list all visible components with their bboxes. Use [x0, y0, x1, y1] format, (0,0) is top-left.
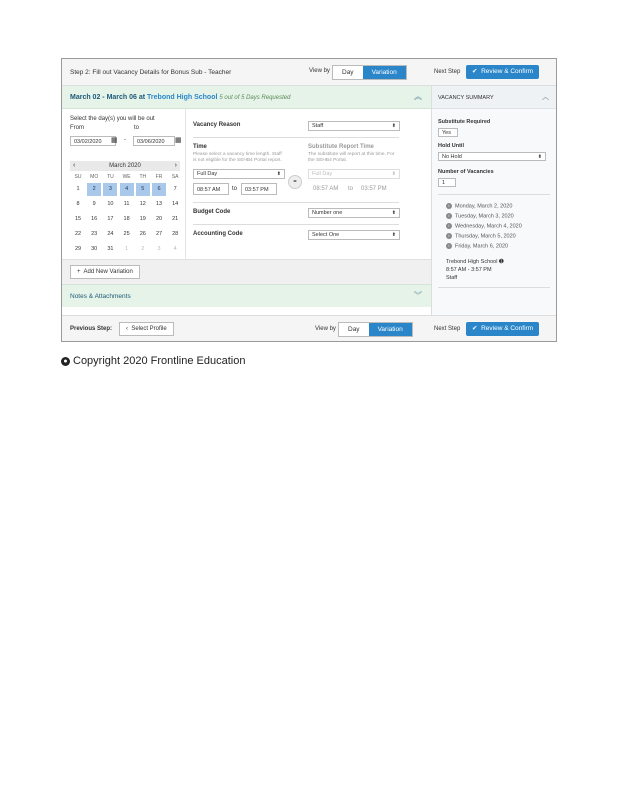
select-profile-button[interactable] [119, 322, 174, 336]
caret-icon: ⬍ [276, 171, 281, 177]
sub-to-word: to [348, 186, 354, 192]
calendar-day[interactable]: 2 [141, 246, 145, 252]
date-range-text: March 02 - March 06 at [70, 94, 146, 101]
calendar-day[interactable]: 13 [155, 201, 163, 207]
hold-until-select[interactable] [438, 152, 546, 161]
calendar-day[interactable]: 5 [136, 183, 150, 196]
view-variation-button[interactable]: Variation [369, 323, 412, 336]
caret-icon: ⬍ [391, 232, 396, 238]
summary-reason: Staff [446, 275, 458, 281]
collapse-up-icon[interactable]: ︽ [414, 92, 422, 101]
summary-day-text: Wednesday, March 4, 2020 [455, 223, 522, 230]
vacancy-reason-value: Staff [312, 123, 324, 129]
chevron-left-icon: ‹ [126, 326, 128, 332]
to-date-input[interactable]: 03/06/2020 [133, 136, 175, 146]
calendar-day[interactable]: 30 [91, 246, 98, 252]
calendar-day[interactable]: 4 [173, 246, 177, 252]
time-select[interactable] [193, 169, 285, 179]
chevron-right-icon[interactable]: › [174, 162, 177, 169]
day-of-week-header: WE [122, 174, 131, 180]
summary-day-text: Friday, March 6, 2020 [455, 243, 509, 250]
logo-icon: ● [61, 357, 70, 366]
vacancy-summary-panel [431, 86, 557, 315]
review-confirm-button[interactable] [466, 322, 539, 336]
summary-day-text: Thursday, March 5, 2020 [455, 233, 516, 240]
view-day-button[interactable]: Day [339, 323, 369, 336]
calendar-day[interactable]: 26 [139, 231, 146, 237]
calendar-day[interactable]: 21 [172, 216, 179, 222]
top-bar [62, 59, 556, 86]
chevron-left-icon[interactable]: ‹ [73, 162, 76, 169]
check-icon: ✔ [472, 325, 478, 332]
add-variation-label: Add New Variation [83, 269, 133, 275]
next-step-label: Next Step [434, 69, 461, 75]
sub-time-select[interactable] [308, 169, 400, 179]
calendar-day[interactable]: 23 [91, 231, 98, 237]
caret-icon: ⬍ [391, 123, 396, 129]
budget-code-label: Budget Code [193, 209, 231, 215]
calendar-day[interactable]: 12 [139, 201, 146, 207]
summary-day [446, 243, 508, 249]
calendar-day[interactable]: 14 [172, 201, 179, 207]
copyright-text: Copyright 2020 Frontline Education [73, 355, 246, 367]
next-step-label: Next Step [434, 326, 461, 332]
num-vacancies-label: Number of Vacancies [438, 169, 494, 175]
summary-school [446, 259, 504, 265]
summary-day-text: Tuesday, March 3, 2020 [455, 213, 514, 220]
info-icon[interactable]: i [446, 213, 452, 219]
budget-code-value: Number one [312, 210, 343, 216]
vacancy-form [185, 109, 432, 259]
day-of-week-header: TH [139, 174, 147, 180]
day-of-week-header: MO [90, 174, 99, 180]
calendar-day[interactable]: 20 [155, 216, 163, 222]
calendar-day[interactable]: 3 [103, 183, 117, 196]
calendar-day[interactable]: 1 [76, 186, 80, 192]
previous-step-label: Previous Step: [70, 326, 113, 332]
sub-start-time: 08:57 AM [313, 186, 339, 192]
day-of-week-header: TU [107, 174, 114, 180]
add-variation-bar [62, 259, 431, 284]
view-variation-button[interactable]: Variation [363, 66, 406, 79]
time-help: Please select a vacancy time length. Staff is not eligible for the SEHB4 Portal report. [193, 152, 282, 163]
summary-day [446, 203, 512, 209]
from-label: From [70, 125, 84, 131]
info-icon[interactable]: i [446, 233, 452, 239]
select-profile-label: Select Profile [131, 326, 167, 332]
to-word: to [232, 186, 238, 192]
dates-prompt: Select the day(s) you will be out [70, 116, 155, 122]
link-icon[interactable]: ⚭ [288, 175, 302, 189]
view-toggle [332, 65, 407, 80]
calendar-day[interactable]: 8 [76, 201, 80, 207]
calendar-day[interactable]: 6 [152, 183, 166, 196]
calendar-month: March 2020 [109, 163, 141, 169]
bottom-bar [62, 315, 556, 342]
calendar-day[interactable]: 4 [120, 183, 134, 196]
caret-icon: ⬍ [391, 171, 396, 177]
calendar-day[interactable]: 16 [91, 216, 98, 222]
accounting-code-label: Accounting Code [193, 231, 243, 237]
calendar-day[interactable]: 27 [155, 231, 163, 237]
date-range-title [70, 94, 290, 101]
step-title: Step 2: Fill out Vacancy Details for Bonus Sub - Teacher [70, 69, 232, 76]
budget-code-select[interactable] [308, 208, 400, 218]
calendar-day[interactable]: 25 [123, 231, 130, 237]
summary-school-name: Trebond High School [446, 259, 498, 265]
view-toggle [338, 322, 413, 337]
view-day-button[interactable]: Day [333, 66, 363, 79]
time-value: Full Day [197, 171, 218, 177]
to-label: to [134, 125, 140, 131]
date-selection-panel: Select the day(s) you will be out From to 03/02/2020 ▦ - 03/06/2020 ▦ March 2020 ‹ › SU MO TU WE TH FR SA 1 2 3 4 5 6 7 8 9 10 11 12 13 14 15 16 17 18 19 20 21 22 23 24 25 26 27 28 29 30 31 1 2 3 4 [62, 109, 185, 259]
hold-until-label: Hold Until [438, 143, 464, 149]
view-by-label: View by [315, 326, 336, 332]
notes-title: Notes & Attachments [70, 293, 131, 300]
school-link[interactable]: Trebond High School [147, 94, 218, 101]
sub-required-select[interactable] [438, 128, 458, 137]
day-of-week-header: SU [74, 174, 82, 180]
sub-time-value: Full Day [312, 171, 333, 177]
time-label: Time [193, 144, 207, 150]
caret-icon: ⬍ [391, 210, 396, 216]
vacancy-reason-label: Vacancy Reason [193, 122, 241, 128]
calendar-day[interactable]: 2 [87, 183, 101, 196]
review-confirm-label: Review & Confirm [481, 68, 534, 75]
calendar-day[interactable]: 7 [173, 186, 177, 192]
info-icon[interactable]: i [446, 203, 452, 209]
vacancy-reason-select[interactable] [308, 121, 400, 131]
calendar-day[interactable]: 10 [107, 201, 114, 207]
calendar-day[interactable]: 11 [123, 201, 130, 207]
day-of-week-header: SA [171, 174, 179, 180]
accounting-code-select[interactable] [308, 230, 400, 240]
summary-time: 8:57 AM - 3:57 PM [446, 267, 492, 273]
expand-down-icon[interactable]: ︾ [414, 291, 422, 300]
calendar-day[interactable]: 29 [74, 246, 82, 252]
summary-header [432, 86, 557, 109]
chevron-up-icon[interactable]: ︿ [542, 94, 549, 101]
calendar-day[interactable]: 24 [107, 231, 114, 237]
calendar-icon[interactable]: ▦ [175, 137, 182, 144]
review-confirm-label: Review & Confirm [481, 325, 534, 332]
sub-end-time: 03:57 PM [361, 186, 387, 192]
sub-report-label: Substitute Report Time [308, 144, 374, 150]
notes-attachments-bar[interactable] [62, 284, 431, 307]
view-by-label: View by [309, 68, 330, 74]
accounting-code-value: Select One [312, 232, 340, 238]
summary-title: VACANCY SUMMARY [438, 95, 494, 101]
calendar-day[interactable]: 22 [74, 231, 82, 237]
calendar-day[interactable]: 15 [74, 216, 82, 222]
calendar-day[interactable]: 31 [107, 246, 114, 252]
num-vacancies-select[interactable] [438, 178, 456, 187]
hold-until-value: No Hold [442, 154, 462, 160]
calendar-day[interactable]: 19 [139, 216, 146, 222]
caret-icon: ⬍ [537, 154, 542, 160]
info-icon[interactable]: i [446, 243, 452, 249]
info-icon[interactable]: ➊ [499, 259, 504, 265]
calendar-icon[interactable]: ▦ [111, 137, 118, 144]
review-confirm-button[interactable] [466, 65, 539, 79]
days-requested-note: 5 out of 5 Days Requested [219, 95, 291, 101]
calendar-day[interactable]: 1 [125, 246, 129, 252]
sub-report-help: The substitute will report at this time. For the SEHB4 Portal. [308, 152, 395, 163]
date-range-bar[interactable] [62, 86, 431, 109]
day-of-week-header: FR [155, 174, 163, 180]
calendar-day[interactable]: 3 [157, 246, 161, 252]
num-vacancies-value: 1 [442, 180, 446, 186]
summary-day [446, 223, 522, 229]
calendar-day[interactable]: 28 [172, 231, 179, 237]
summary-day-text: Monday, March 2, 2020 [455, 203, 513, 210]
sub-required-label: Substitute Required [438, 119, 491, 125]
calendar-day[interactable]: 17 [107, 216, 114, 222]
plus-icon: + [77, 269, 81, 275]
copyright [61, 355, 245, 367]
screenshot-frame [61, 58, 557, 342]
calendar-header [70, 161, 180, 171]
summary-day [446, 213, 514, 219]
check-icon: ✔ [472, 68, 478, 75]
calendar-day[interactable]: 9 [92, 201, 96, 207]
end-time-input[interactable]: 03:57 PM [241, 183, 277, 195]
add-variation-button[interactable] [70, 265, 140, 279]
start-time-input[interactable]: 08:57 AM [193, 183, 229, 195]
summary-day [446, 233, 516, 239]
info-icon[interactable]: i [446, 223, 452, 229]
sub-required-value: Yes [442, 130, 451, 136]
calendar-day[interactable]: 18 [123, 216, 130, 222]
from-date-input[interactable]: 03/02/2020 [70, 136, 116, 146]
